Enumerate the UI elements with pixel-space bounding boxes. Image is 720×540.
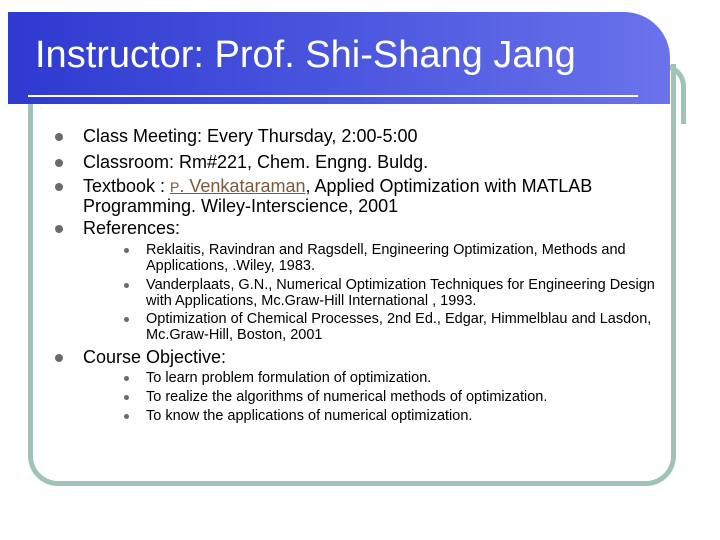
textbook-suffix: , Applied Optimization with MATLAB Programming. Wiley-Interscience, 2001 — [83, 176, 593, 216]
bullet-text: Class Meeting: Every Thursday, 2:00-5:00 — [83, 126, 418, 146]
bullet-text: References: — [83, 218, 181, 238]
objective-item — [146, 389, 666, 405]
bullet-dot-icon — [55, 133, 63, 141]
objective-text: To realize the algorithms of numerical methods of optimization. — [146, 389, 548, 405]
reference-item — [146, 277, 666, 309]
bullet-dot-icon — [55, 159, 63, 167]
bullet-text: Classroom: Rm#221, Chem. Engng. Buldg. — [83, 152, 429, 172]
sub-bullet-dot-icon — [124, 414, 129, 419]
slide-title: Instructor: Prof. Shi-Shang Jang — [35, 34, 576, 76]
reference-text: Vanderplaats, G.N., Numerical Optimization Techniques for Engineering Design with Applications, Mc.Graw-Hill International , 1993. — [146, 277, 655, 309]
author-link[interactable] — [170, 176, 305, 196]
sub-bullet-dot-icon — [124, 376, 129, 381]
textbook-prefix: Textbook : — [83, 176, 171, 196]
objective-text: To learn problem formulation of optimization. — [146, 370, 432, 386]
objective-item — [146, 370, 666, 386]
bullet-classroom — [83, 153, 683, 172]
author-name: . Venkataraman — [179, 176, 306, 196]
objective-item — [146, 408, 666, 424]
reference-item — [146, 242, 666, 274]
bullet-dot-icon — [55, 225, 63, 233]
reference-text: Reklaitis, Ravindran and Ragsdell, Engineering Optimization, Methods and Applications, .Wiley, 1983. — [146, 242, 626, 274]
bullet-dot-icon — [55, 354, 63, 362]
author-initial: P — [170, 179, 180, 195]
bullet-class-meeting — [83, 127, 683, 146]
sub-bullet-dot-icon — [124, 317, 129, 322]
bullet-references — [83, 219, 683, 238]
sub-bullet-dot-icon — [124, 248, 129, 253]
objective-text: To know the applications of numerical optimization. — [146, 408, 473, 424]
bullet-text: Course Objective: — [83, 347, 227, 367]
sub-bullet-dot-icon — [124, 283, 129, 288]
reference-item — [146, 311, 666, 343]
bullet-course-objective — [83, 348, 683, 367]
reference-text: Optimization of Chemical Processes, 2nd Ed., Edgar, Himmelblau and Lasdon, Mc.Graw-Hill, Boston, 2001 — [146, 311, 652, 343]
sub-bullet-dot-icon — [124, 395, 129, 400]
bullet-textbook — [83, 177, 673, 216]
bullet-dot-icon — [55, 183, 63, 191]
